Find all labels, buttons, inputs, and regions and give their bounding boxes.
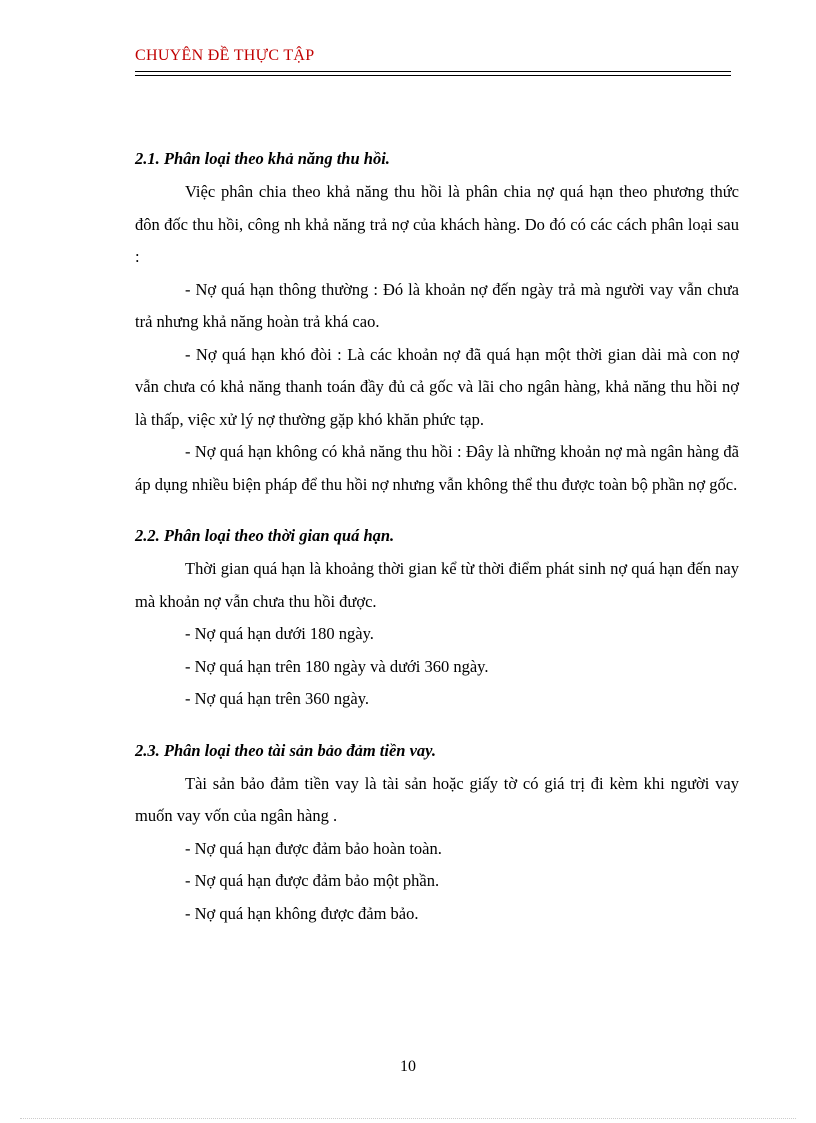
section-heading: 2.1. Phân loại theo khả năng thu hồi. [135,149,390,168]
paragraph: Tài sản bảo đảm tiền vay là tài sản hoặc giấy tờ có giá trị đi kèm khi người vay muốn vay vốn của ngân hàng . [135,773,739,825]
section-2-2 [135,523,739,716]
paragraph: Việc phân chia theo khả năng thu hồi là phân chia nợ quá hạn theo phương thức đôn đốc thu hồi, công nh khả năng trả nợ của khách hàng. Do đó có các cách phân loại sau : [135,182,739,266]
list-item: - Nợ quá hạn không được đảm bảo. [185,903,419,923]
paragraph: Thời gian quá hạn là khoảng thời gian kể từ thời điểm phát sinh nợ quá hạn đến nay mà khoản nợ vẫn chưa thu hồi được. [135,559,739,611]
section-2-3 [135,738,739,931]
list-item: - Nợ quá hạn thông thường : Đó là khoản nợ đến ngày trả mà người vay vẫn chưa trả nhưng khả năng hoàn trả khá cao. [135,279,739,331]
header-title: CHUYÊN ĐỀ THỰC TẬP [135,47,315,64]
list-item: - Nợ quá hạn trên 360 ngày. [185,689,370,708]
document-body [135,146,739,930]
list-item: - Nợ quá hạn không có khả năng thu hồi : Đây là những khoản nợ mà ngân hàng đã áp dụng nhiều biện pháp để thu hồi nợ nhưng vẫn không thể thu được toàn bộ phần nợ gốc. [135,442,739,494]
section-heading: 2.3. Phân loại theo tài sản bảo đảm tiền vay. [135,740,436,760]
list-item: - Nợ quá hạn trên 180 ngày và dưới 360 ngày. [185,656,489,676]
page-header [135,47,731,76]
section-2-1 [135,146,739,501]
section-heading: 2.2. Phân loại theo thời gian quá hạn. [135,526,395,545]
list-item: - Nợ quá hạn được đảm bảo hoàn toàn. [185,838,442,858]
page-number: 10 [400,1058,416,1075]
page-bottom-border [20,1118,796,1119]
list-item: - Nợ quá hạn dưới 180 ngày. [185,624,374,643]
list-item: - Nợ quá hạn được đảm bảo một phần. [185,871,440,890]
header-rule [135,71,731,76]
list-item: - Nợ quá hạn khó đòi : Là các khoản nợ đã quá hạn một thời gian dài mà con nợ vẫn chưa có khả năng thanh toán đầy đủ cả gốc và lãi cho ngân hàng, khả năng thu hồi nợ là thấp, việc xử lý nợ thường gặp khó khăn phức tạp. [135,344,739,429]
